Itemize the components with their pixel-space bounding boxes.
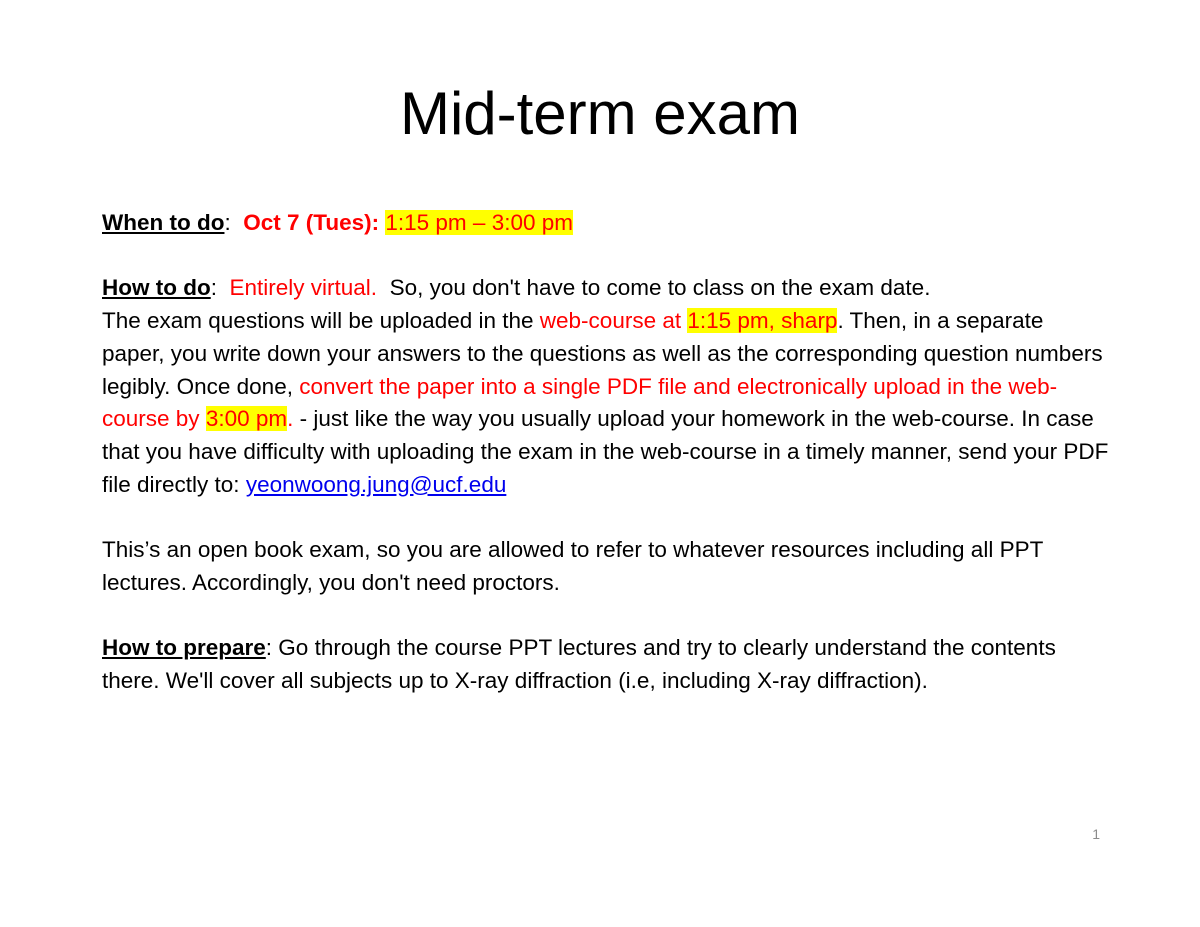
when-to-do-label: When to do <box>102 210 225 235</box>
when-to-do-paragraph <box>102 207 1112 240</box>
how-to-do-text-1: So, you don't have to come to class on the exam date. <box>389 275 931 301</box>
page-number: 1 <box>1092 826 1100 842</box>
spacer <box>102 240 1112 273</box>
web-course-text: web-course at <box>539 308 688 334</box>
how-to-prepare-label: How to prepare <box>102 635 266 661</box>
how-to-do-text-3: . Then, in a separate paper, you write down your answers to the questions as well as the corresponding question numbers legibly. Once done, <box>102 308 1103 399</box>
open-book-paragraph: This’s an open book exam, so you are allowed to refer to whatever resources including all PPT lectures. Accordingly, you don't need proctors. <box>102 537 1043 595</box>
how-to-do-paragraph <box>102 272 1112 501</box>
how-to-prepare-paragraph <box>102 632 1112 697</box>
exam-date: Oct 7 (Tues): <box>243 210 380 235</box>
how-to-prepare-colon: : <box>265 635 273 661</box>
exam-time: 1:15 pm – 3:00 pm <box>385 210 573 235</box>
when-to-do-colon: : <box>224 210 231 235</box>
page-title: Mid-term exam <box>399 80 801 147</box>
spacer <box>102 501 1112 534</box>
convert-pdf-text: convert the paper into a single PDF file and electronically upload in the web-course by <box>102 373 1058 432</box>
how-to-prepare-text: Go through the course PPT lectures and try to clearly understand the contents there. We'll cover all subjects up to X-ray diffraction (i.e, including X-ray diffraction). <box>102 635 1056 693</box>
how-to-do-colon: : <box>210 275 217 301</box>
entirely-virtual-text: Entirely virtual. <box>229 275 378 301</box>
slide-body <box>102 207 1112 698</box>
deadline-time-highlight: 3:00 pm <box>205 406 288 432</box>
email-link[interactable]: yeonwoong.jung@ucf.edu <box>245 471 507 497</box>
how-to-do-text-2: The exam questions will be uploaded in the <box>102 308 540 334</box>
spacer <box>102 599 1112 632</box>
how-to-do-label: How to do <box>102 275 211 301</box>
deadline-period: . <box>287 406 294 432</box>
how-to-do-text-4: - just like the way you usually upload your homework in the web-course. In case that you have difficulty with uploading the exam in the web-course in a timely manner, send your PDF file directly to: <box>102 406 1109 497</box>
upload-time-highlight: 1:15 pm, sharp <box>687 308 838 334</box>
